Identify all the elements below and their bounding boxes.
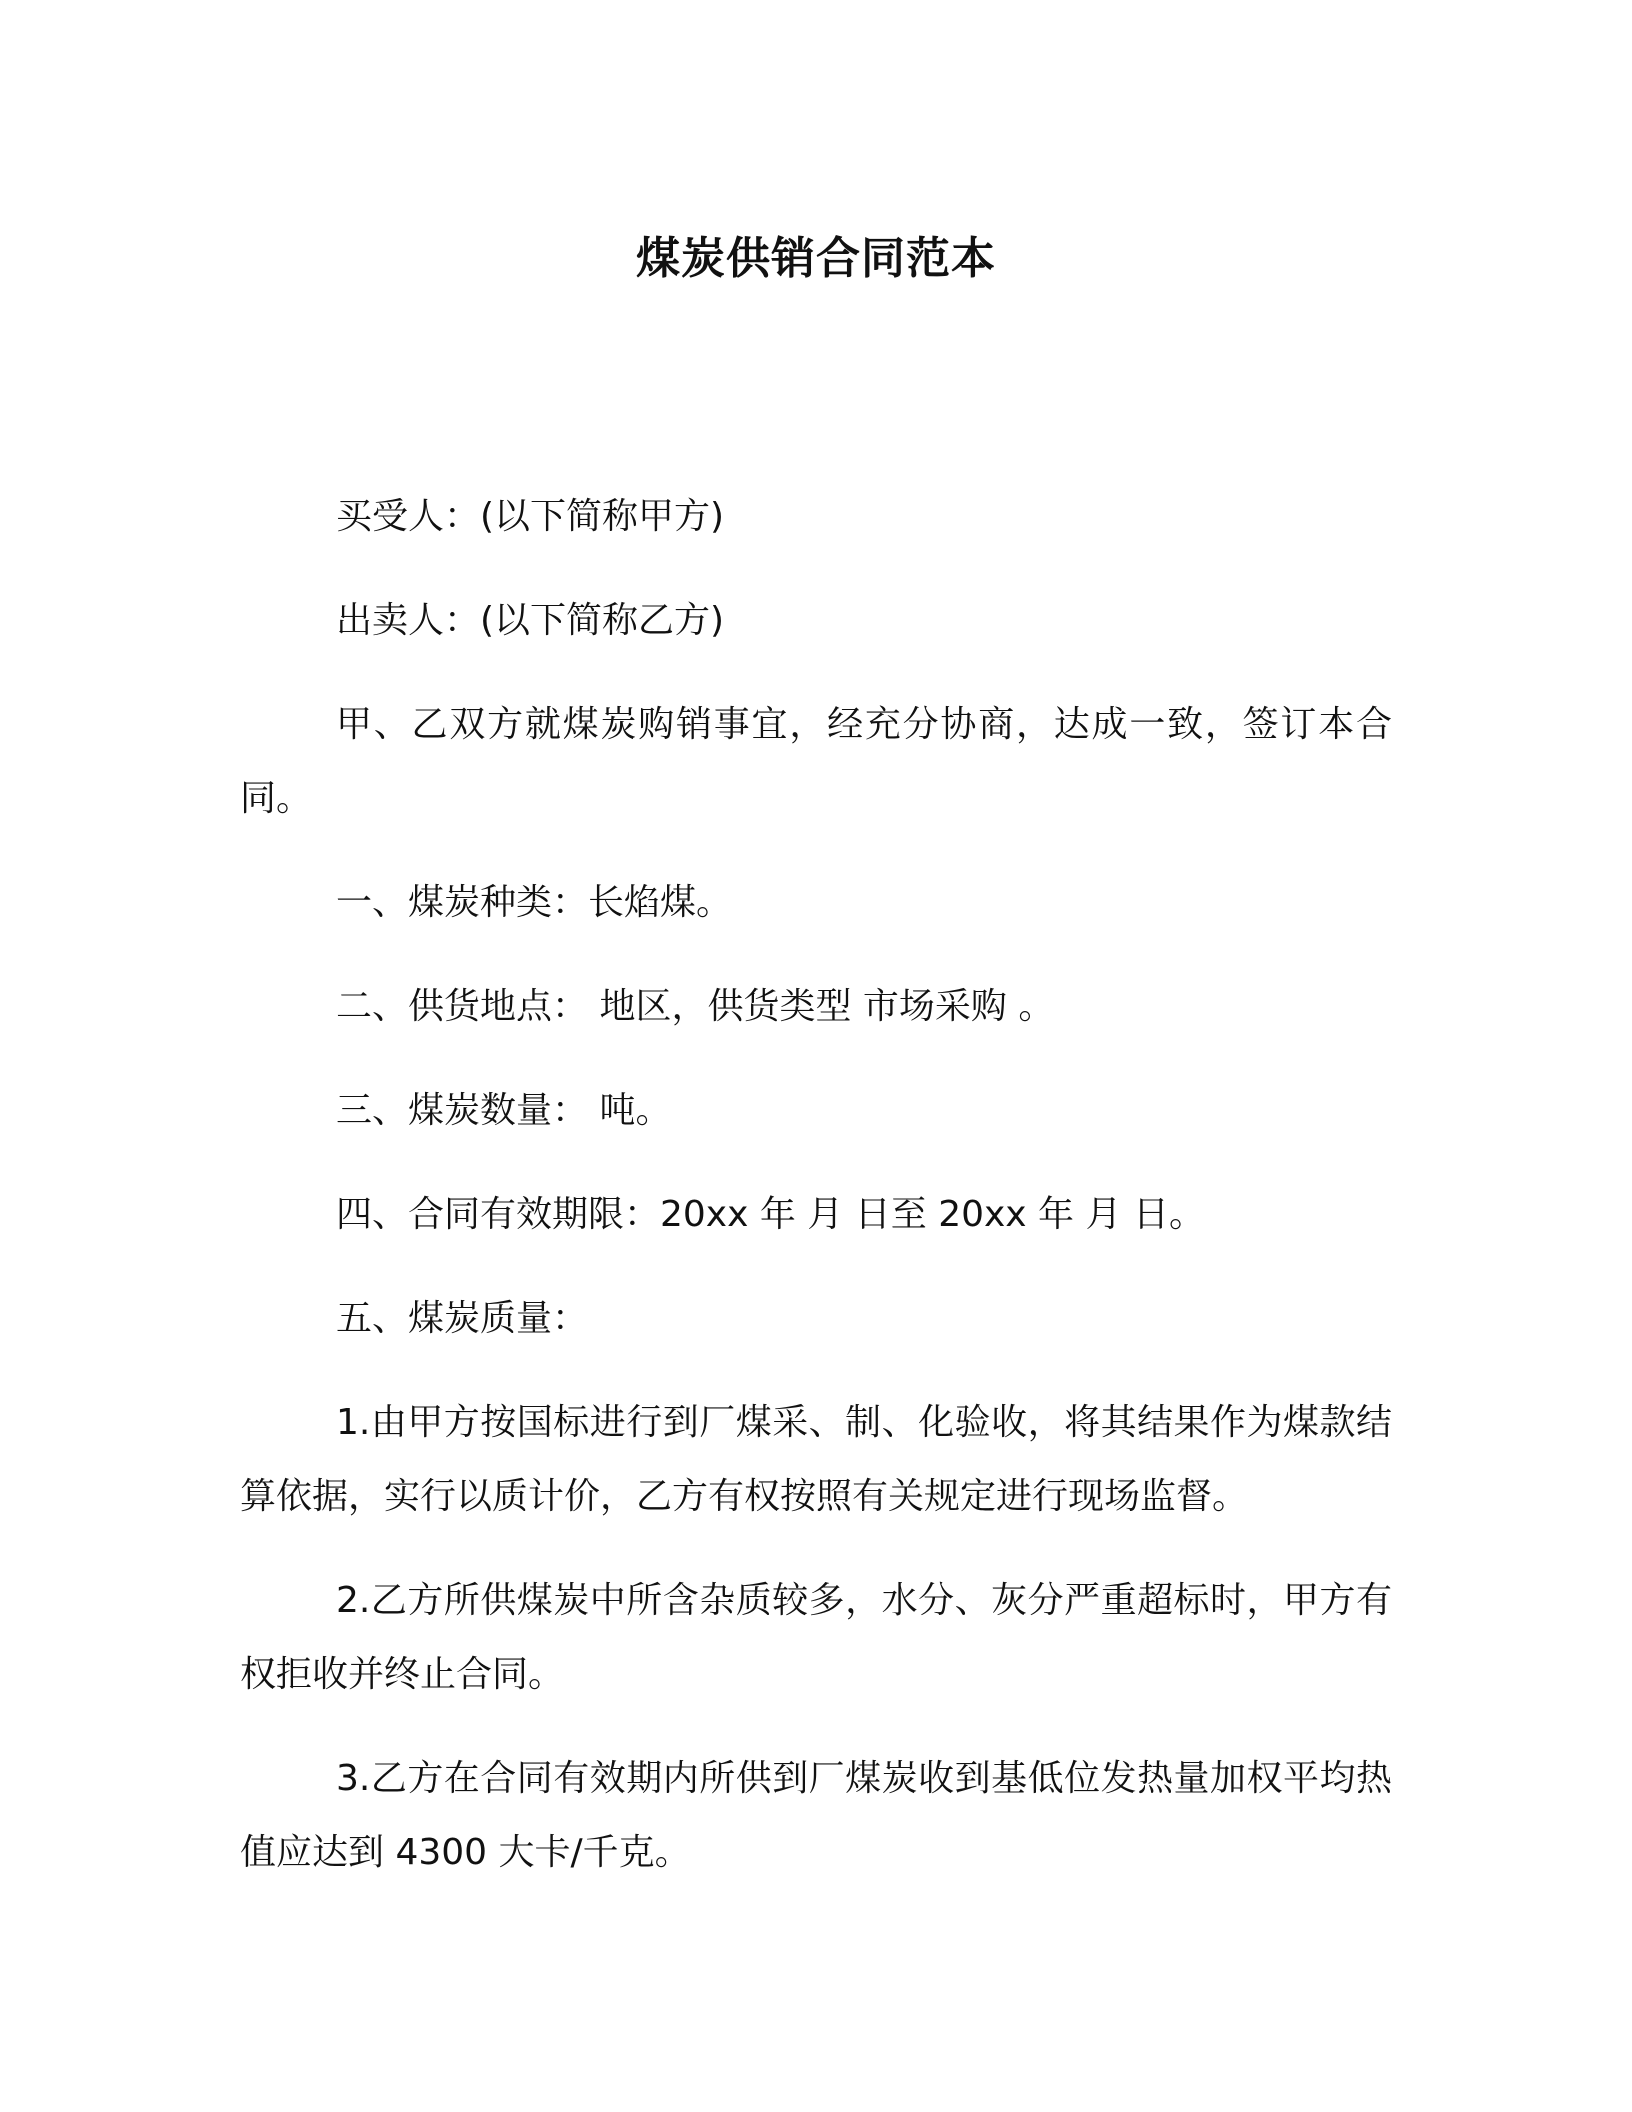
quality-item-2: 2.乙方所供煤炭中所含杂质较多，水分、灰分严重超标时，甲方有权拒收并终止合同。 bbox=[240, 1580, 1392, 1695]
document-body bbox=[240, 480, 1392, 1920]
clause-coal-quality-heading: 五、煤炭质量： bbox=[336, 1298, 589, 1339]
preamble-paragraph: 甲、乙双方就煤炭购销事宜，经充分协商，达成一致，签订本合同。 bbox=[240, 704, 1392, 819]
quality-item-3: 3.乙方在合同有效期内所供到厂煤炭收到基低位发热量加权平均热值应达到 4300 大卡/千克。 bbox=[240, 1758, 1392, 1873]
clause-supply-location: 二、供货地点： 地区，供货类型 市场采购 。 bbox=[336, 986, 1055, 1027]
clause-validity-period: 四、合同有效期限：20xx 年 月 日至 20xx 年 月 日。 bbox=[336, 1194, 1205, 1235]
clause-coal-type: 一、煤炭种类：长焰煤。 bbox=[336, 882, 733, 923]
document-title: 煤炭供销合同范本 bbox=[636, 233, 996, 284]
buyer-line: 买受人：(以下简称甲方) bbox=[336, 496, 725, 537]
clause-coal-quantity: 三、煤炭数量： 吨。 bbox=[336, 1090, 672, 1131]
seller-line: 出卖人：(以下简称乙方) bbox=[336, 600, 725, 641]
quality-item-1: 1.由甲方按国标进行到厂煤采、制、化验收，将其结果作为煤款结算依据，实行以质计价，乙方有权按照有关规定进行现场监督。 bbox=[240, 1402, 1392, 1517]
